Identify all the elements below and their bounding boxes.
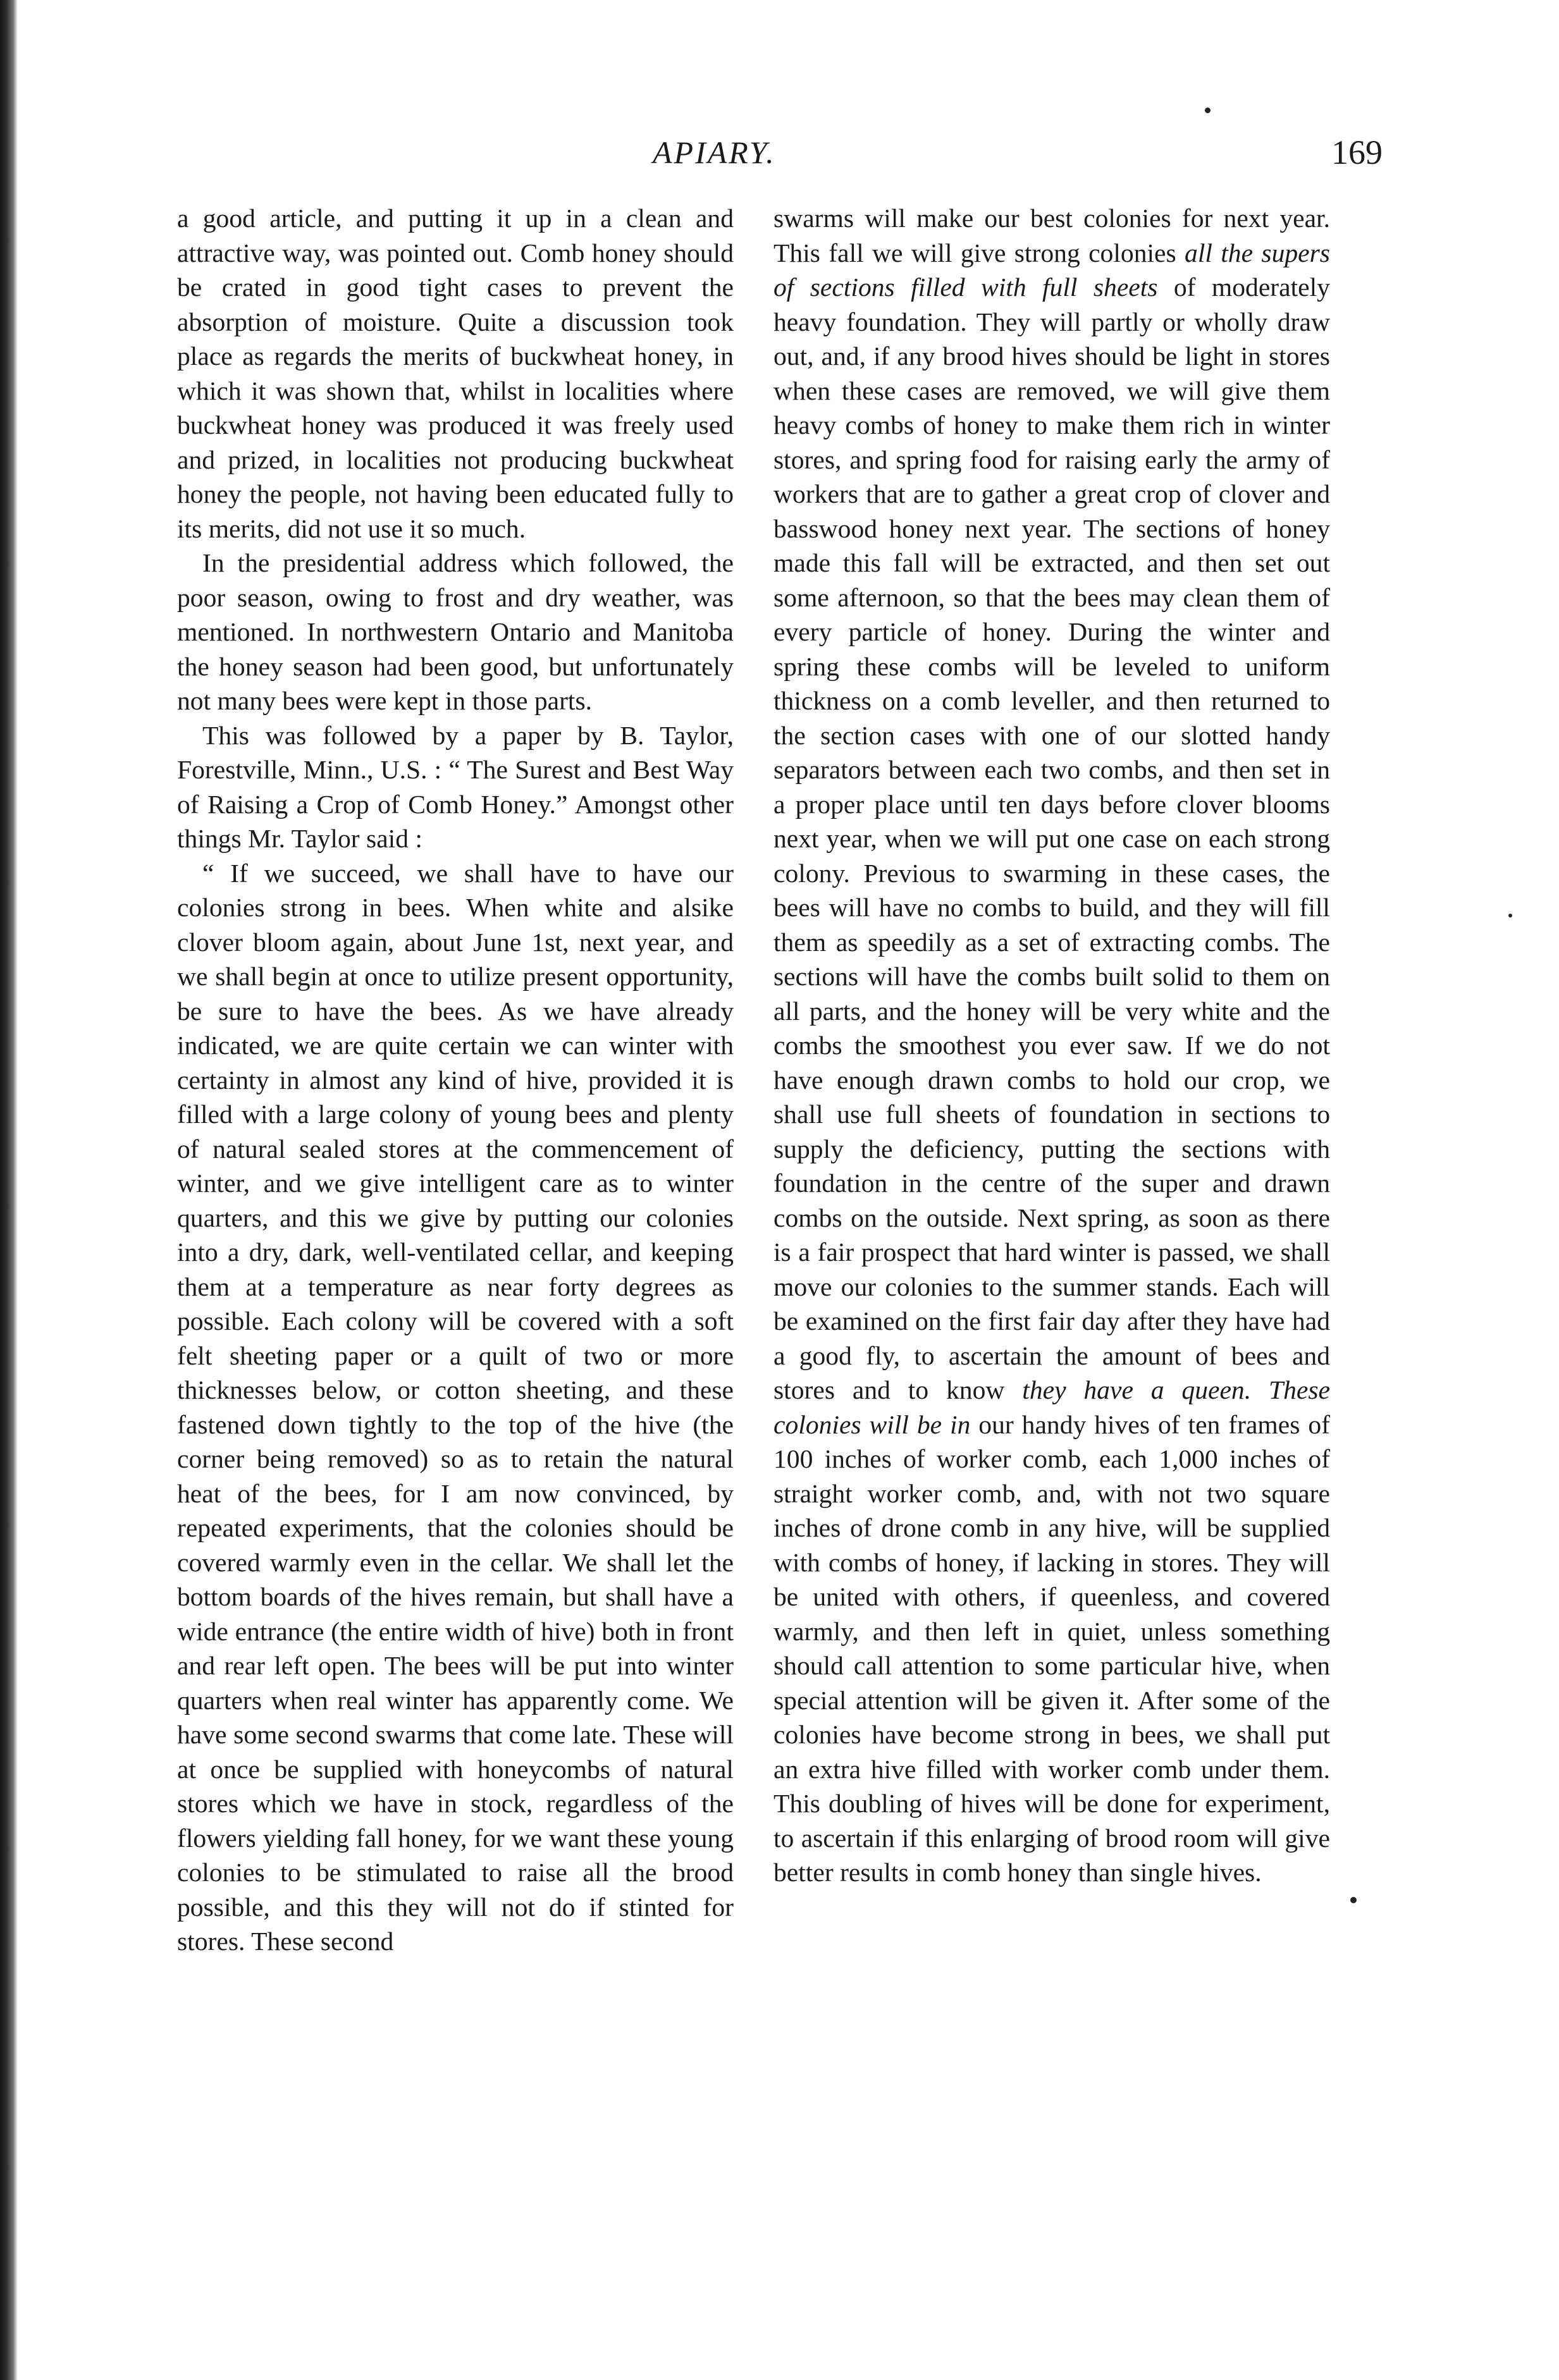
paragraph: “ If we succeed, we shall have to have our colonies strong in bees. When white and alsike clover bloom again, about June 1st, next year, and we shall begin at once to utilize present opportunity, be sure to have the bees. As we have already indicated, we are quite certain we can winter with certainty in almost any kind of hive, provided it is filled with a large colony of young bees and plenty of natural sealed stores at the commencement of winter, and we give intelligent care as to winter quarters, and this we give by putting our colonies into a dry, dark, well-ventilated cellar, and keeping them at a temperature as near forty degrees as possible. Each colony will be covered with a soft felt sheeting paper or a quilt of two or more thicknesses below, or cotton sheeting, and these fastened down tightly to the top of the hive (the corner being removed) so as to retain the natural heat of the bees, for I am now convinced, by repeated experiments, that the colonies should be covered warmly even in the cellar. We shall let the bottom boards of the hives remain, but shall have a wide entrance (the entire width of hive) both in front and rear left open. The bees will be put into winter quarters when real winter has apparently come. We have some second swarms that come late. These will at once be supplied with honeycombs of natural stores which we have in stock, regardless of the flowers yielding fall honey, for we want these young colonies to be stimulated to raise all the brood possible, and this they will not do if stinted for stores. These second (177, 858, 734, 1956)
print-speck (1350, 1897, 1357, 1903)
running-title: APIARY. (653, 135, 776, 170)
paragraph: In the presidential address which followed, the poor season, owing to frost and dry weather, was mentioned. In northwestern Ontario and Manitoba the honey season had been good, but unfortunately not many bees were kept in those parts. (177, 548, 734, 715)
italic-run: they have a queen. These colonies will be in (773, 1375, 1330, 1439)
print-speck (1205, 107, 1211, 113)
print-speck (1508, 914, 1512, 917)
paragraph: This was followed by a paper by B. Taylor, Forestville, Minn., U.S. : “ The Surest and Best Way of Raising a Crop of Comb Honey.” Amongst other things Mr. Taylor said : (177, 720, 734, 853)
paragraph (773, 201, 1330, 1890)
text-run: swarms will make our best colonies for next year. This fall we will give strong colonies (773, 204, 1330, 267)
paragraph: a good article, and putting it up in a clean and attractive way, was pointed out. Comb honey should be crated in good tight cases to prevent the absorption of moisture. Quite a discussion took place as regards the merits of buckwheat honey, in which it was shown that, whilst in localities where buckwheat honey was produced it was freely used and prized, in localities not producing buckwheat honey the people, not having been educated fully to its merits, did not use it so much. (177, 204, 734, 543)
scanned-page-edge (0, 0, 18, 2380)
left-column (177, 201, 734, 1959)
italic-run: all the supers of sections filled with full sheets (773, 238, 1330, 302)
right-column (773, 201, 1330, 1890)
page-number: 169 (1331, 133, 1383, 171)
text-run: of moderately heavy foundation. They will partly or wholly draw out, and, if any brood hives should be light in stores when these cases are removed, we will give them heavy combs of honey to make them rich in winter stores, and spring food for raising early the army of workers that are to gather a great crop of clover and basswood honey next year. The sections of honey made this fall will be extracted, and then set out some afternoon, so that the bees may clean them of every particle of honey. During the winter and spring these combs will be leveled to uniform thickness on a comb leveller, and then returned to the section cases with one of our slotted handy separators between each two combs, and then set in a proper place until ten days before clover blooms next year, when we will put one case on each strong colony. Previous to swarming in these cases, the bees will have no combs to build, and they will fill them as speedily as a set of extracting combs. The sections will have the combs built solid to them on all parts, and the honey will be very white and the combs the smoothest you ever saw. If we do not have enough drawn combs to hold our crop, we shall use full sheets of foundation in sections to supply the deficiency, putting the sections with foundation in the centre of the super and drawn combs on the outside. Next spring, as soon as there is a fair prospect that hard winter is passed, we shall move our colonies to the summer stands. Each will be examined on the first fair day after they have had a good fly, to ascertain the amount of bees and stores and to know (773, 273, 1330, 1404)
text-run: our handy hives of ten frames of 100 inches of worker comb, each 1,000 inches of straight worker comb, and, with not two square inches of drone comb in any hive, will be supplied with combs of honey, if lacking in stores. They will be united with others, if queenless, and covered warmly, and then left in quiet, unless something should call attention to some particular hive, when special attention will be given it. After some of the colonies have become strong in bees, we shall put an extra hive filled with worker comb under them. This doubling of hives will be done for experiment, to ascertain if this enlarging of brood room will give better results in comb honey than single hives. (773, 1409, 1330, 1887)
